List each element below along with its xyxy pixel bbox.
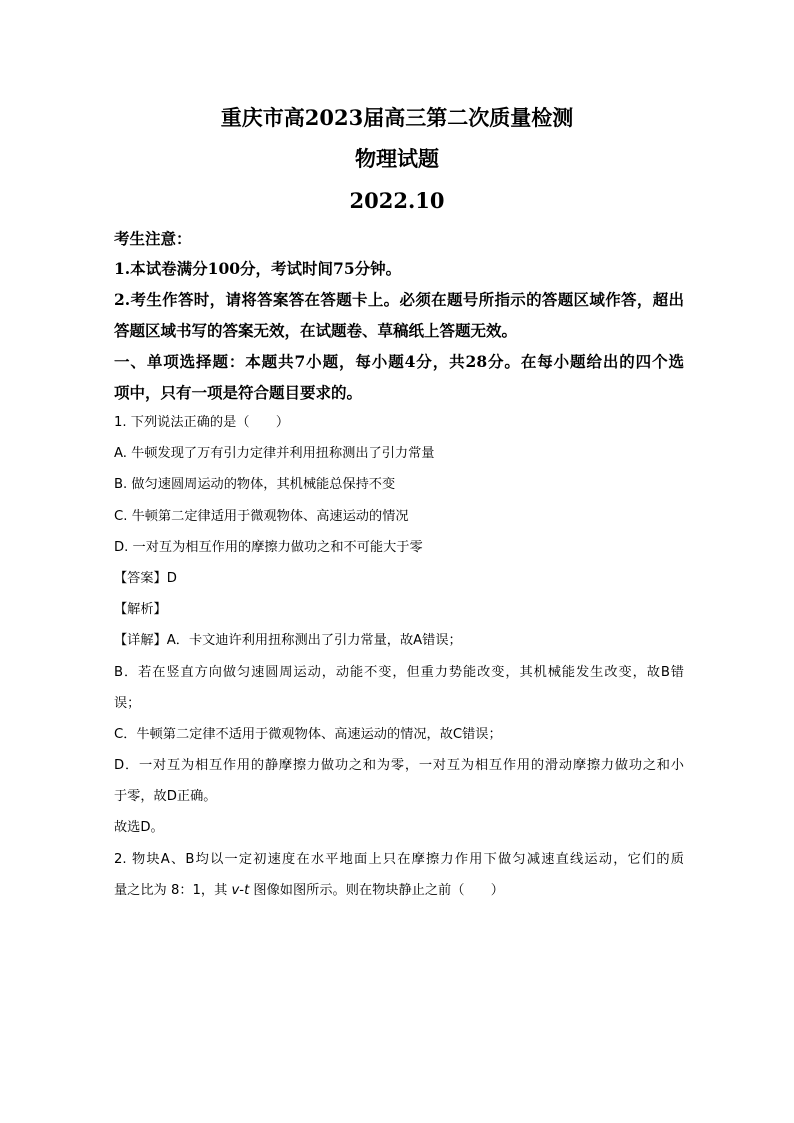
question-1-option-a: A. 牛顿发现了万有引力定律并利用扭称测出了引力常量 [114,446,435,461]
subject-title: 物理试题 [355,146,439,171]
exam-title: 重庆市高2023届高三第二次质量检测 [220,105,574,130]
explanation-line: C．牛顿第二定律不适用于微观物体、高速运动的情况，故C错误； [114,727,502,742]
question-2-stem-line-1: 2. 物块A、B均以一定初速度在水平地面上只在摩擦力作用下做匀减速直线运动，它们的质 [114,852,684,867]
notice-item-2-line-2: 答题区域书写的答案无效，在试题卷、草稿纸上答题无效。 [114,321,518,340]
section-1-instructions-line-1: 一、单项选择题：本题共7小题，每小题4分，共28分。在每小题给出的四个选 [114,352,684,371]
question-1-option-d: D. 一对互为相互作用的摩擦力做功之和不可能大于零 [114,540,423,555]
question-1-analysis-label: 【解析】 [114,602,167,617]
question-1-stem: 1. 下列说法正确的是（ ） [114,415,290,430]
notice-item-1: 1.本试卷满分100分，考试时间75分钟。 [114,259,402,278]
notice-item-2-line-1: 2.考生作答时，请将答案答在答题卡上。必须在题号所指示的答题区域作答，超出 [114,290,684,309]
question-1-answer: 【答案】D [114,571,177,586]
notice-heading: 考生注意： [114,229,192,248]
variable-v: v [231,883,240,898]
explanation-line: B．若在竖直方向做匀速圆周运动，动能不变，但重力势能改变，其机械能发生改变，故B错 [114,665,684,680]
explanation-line: 于零，故D正确。 [114,789,217,804]
question-1-option-b: B. 做匀速圆周运动的物体，其机械能总保持不变 [114,477,396,492]
question-2-stem-line-2 [114,881,684,901]
variable-dash: - [239,883,245,898]
variable-t: t [244,883,250,898]
section-1-instructions-line-2: 项中，只有一项是符合题目要求的。 [114,383,363,402]
question-2-text-after: 图像如图所示。则在物块静止之前（ ） [249,883,504,898]
exam-date: 2022.10 [349,188,445,213]
explanation-line: 【详解】A．卡文迪许利用扭称测出了引力常量，故A错误； [114,633,462,648]
explanation-line: 故选D。 [114,820,164,835]
question-2-text-before: 量之比为 8：1，其 [114,883,232,898]
explanation-line: 误； [114,696,141,711]
explanation-line: D．一对互为相互作用的静摩擦力做功之和为零，一对互为相互作用的滑动摩擦力做功之和小 [114,758,684,773]
question-1-option-c: C. 牛顿第二定律适用于微观物体、高速运动的情况 [114,509,409,524]
